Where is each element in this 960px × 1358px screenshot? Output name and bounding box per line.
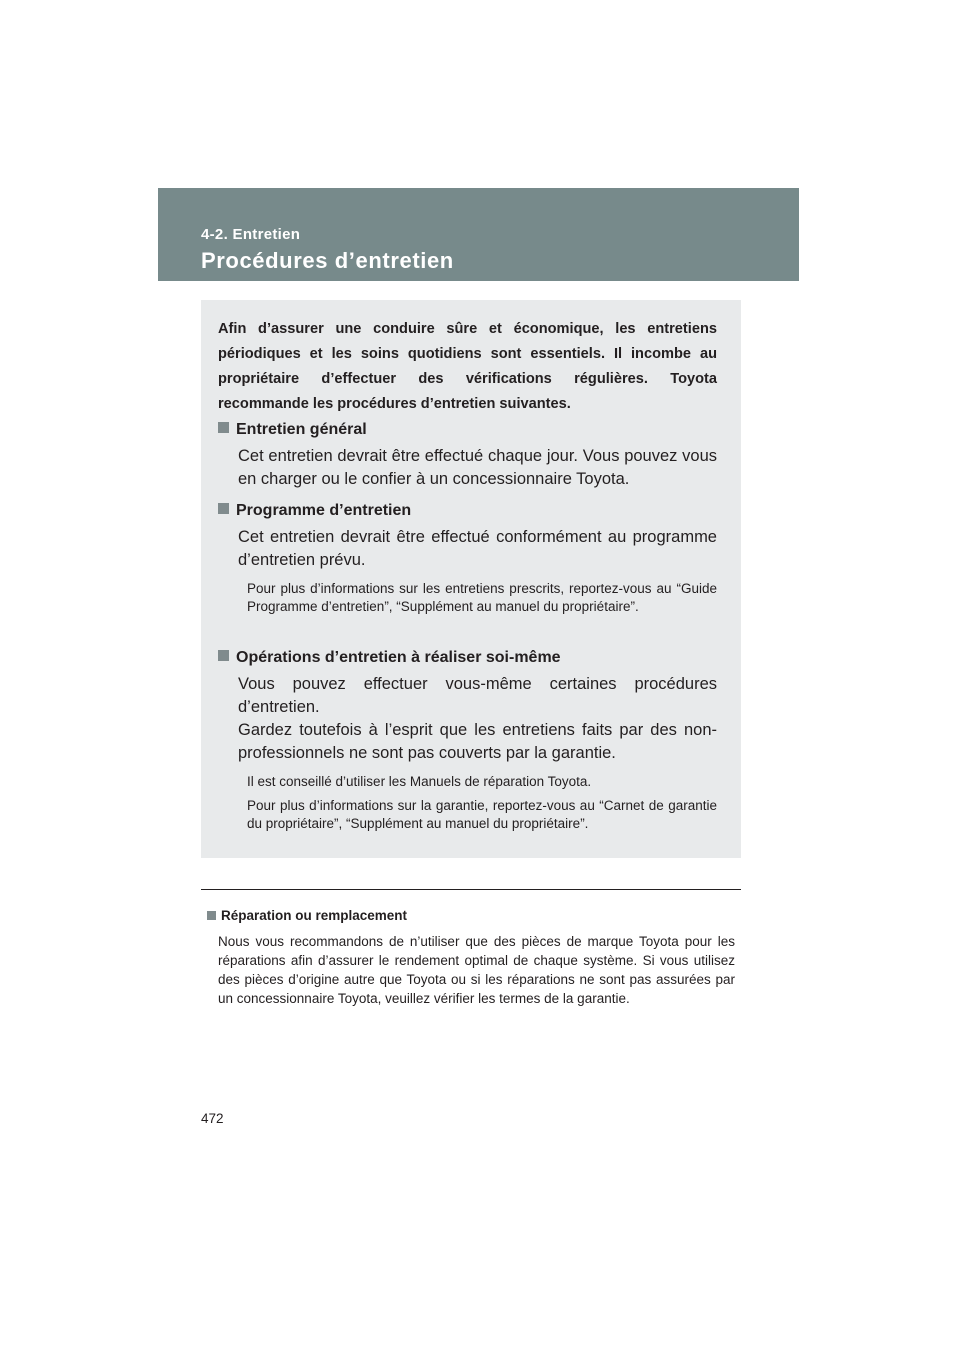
item-heading-text: Opérations d’entretien à réaliser soi-même bbox=[236, 649, 561, 666]
overview-box bbox=[201, 300, 741, 858]
square-bullet-icon bbox=[218, 422, 229, 433]
square-bullet-icon bbox=[218, 650, 229, 661]
item-note: Il est conseillé d’utiliser les Manuels de réparation Toyota. bbox=[247, 774, 592, 789]
item-note: Pour plus d’informations sur la garantie, reportez-vous au “Carnet de garantie du propriétaire”, “Supplément au manuel du propriétaire”. bbox=[247, 798, 717, 831]
page-title: Procédures d’entretien bbox=[201, 248, 454, 273]
item-body bbox=[238, 526, 717, 572]
page-number: 472 bbox=[201, 1111, 224, 1126]
repair-heading bbox=[207, 907, 735, 925]
item-diy-maintenance bbox=[218, 648, 717, 833]
item-heading bbox=[218, 420, 717, 440]
repair-note bbox=[207, 907, 735, 1008]
item-body-text: Vous pouvez effectuer vous-même certaines procédures d’entretien. bbox=[238, 675, 717, 716]
item-heading bbox=[218, 648, 717, 668]
chapter-header bbox=[158, 188, 799, 281]
item-heading bbox=[218, 501, 717, 521]
item-body-text: Gardez toutefois à l’esprit que les entretiens faits par des non-professionnels ne sont pas couverts par la garantie. bbox=[238, 721, 717, 762]
square-bullet-icon bbox=[218, 503, 229, 514]
item-maintenance-schedule bbox=[218, 501, 717, 616]
item-body-text: Cet entretien devrait être effectué conformément au programme d’entretien prévu. bbox=[238, 528, 717, 569]
item-body bbox=[238, 445, 717, 491]
intro-paragraph: Afin d’assurer une conduire sûre et économique, les entretiens périodiques et les soins quotidiens sont essentiels. Il incombe au propriétaire d’effectuer des vérifications régulières. Toyota recommande les procédures d’entretien suivantes. bbox=[218, 321, 717, 412]
item-general-maintenance bbox=[218, 420, 717, 491]
section-label: 4-2. Entretien bbox=[201, 226, 301, 243]
item-note: Pour plus d’informations sur les entretiens prescrits, reportez-vous au “Guide Programme d’entretien”, “Supplément au manuel du propriétaire”. bbox=[247, 581, 717, 614]
repair-body: Nous vous recommandons de n’utiliser que des pièces de marque Toyota pour les réparations afin d’assurer le rendement optimal de chaque système. Si vous utilisez des pièces d’origine autre que Toyota ou si les réparations ne sont pas assurées par un concessionnaire Toyota, veuillez vérifier les termes de la garantie. bbox=[218, 934, 735, 1006]
item-body bbox=[238, 673, 717, 765]
repair-heading-text: Réparation ou remplacement bbox=[221, 908, 408, 923]
item-heading-text: Programme d’entretien bbox=[236, 502, 412, 519]
square-bullet-icon bbox=[207, 911, 216, 920]
item-heading-text: Entretien général bbox=[236, 421, 367, 438]
section-divider bbox=[201, 889, 741, 890]
item-body-text: Cet entretien devrait être effectué chaque jour. Vous pouvez vous en charger ou le confier à un concessionnaire Toyota. bbox=[238, 447, 717, 488]
